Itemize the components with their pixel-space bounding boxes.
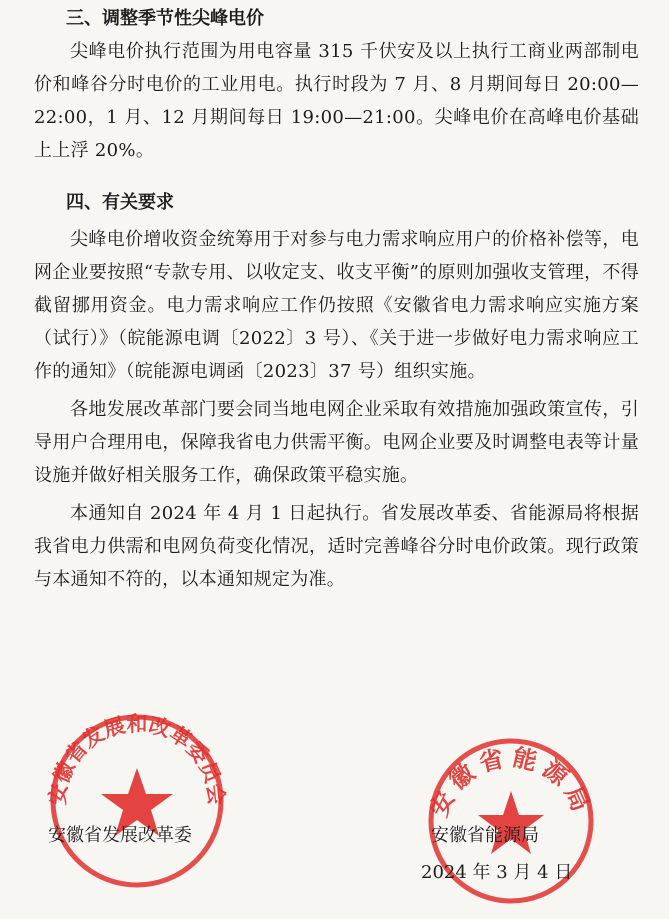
section-4-body bbox=[34, 223, 639, 596]
paragraph: 尖峰电价执行范围为用电容量 315 千伏安及以上执行工商业两部制电价和峰谷分时电价的工业用电。执行时段为 7 月、8 月期间每日 20:00—22:00，1 月、12 月期间每日 19:00—21:00。尖峰电价在高峰电价基础上上浮 20%。 bbox=[34, 41, 639, 161]
paragraph: 尖峰电价增收资金统筹用于对参与电力需求响应用户的价格补偿等，电网企业要按照“专款专用、以收定支、收支平衡”的原则加强收支管理，不得截留挪用资金。电力需求响应工作仍按照《安徽省电力需求响应实施方案（试行）》（皖能源电调〔2022〕3 号）、《关于进一步做好电力需求响应工作的通知》（皖能源电调函〔2023〕37 号）组织实施。 bbox=[34, 229, 639, 382]
paragraph: 本通知自 2024 年 4 月 1 日起执行。省发展改革委、省能源局将根据我省电力供需和电网负荷变化情况，适时完善峰谷分时电价政策。现行政策与本通知不符的，以本通知规定为准。 bbox=[34, 503, 639, 590]
section-heading-4: 四、有关要求 bbox=[66, 192, 174, 213]
document-date: 2024 年 3 月 4 日 bbox=[421, 862, 573, 883]
section-heading-3: 三、调整季节性尖峰电价 bbox=[66, 8, 264, 29]
left-official-seal bbox=[42, 706, 232, 896]
signer-left: 安徽省发展改革委 bbox=[48, 825, 192, 846]
svg-text:安徽省能源局: 安徽省能源局 bbox=[424, 743, 598, 821]
signer-right: 安徽省能源局 bbox=[431, 825, 539, 846]
section-3-body bbox=[34, 35, 639, 167]
paragraph: 各地发展改革部门要会同当地电网企业采取有效措施加强政策宣传，引导用户合理用电，保障我省电力供需平衡。电网企业要及时调整电表等计量设施并做好相关服务工作，确保政策平稳实施。 bbox=[34, 399, 639, 486]
svg-text:安徽省发展和改革委员会: 安徽省发展和改革委员会 bbox=[45, 712, 229, 807]
